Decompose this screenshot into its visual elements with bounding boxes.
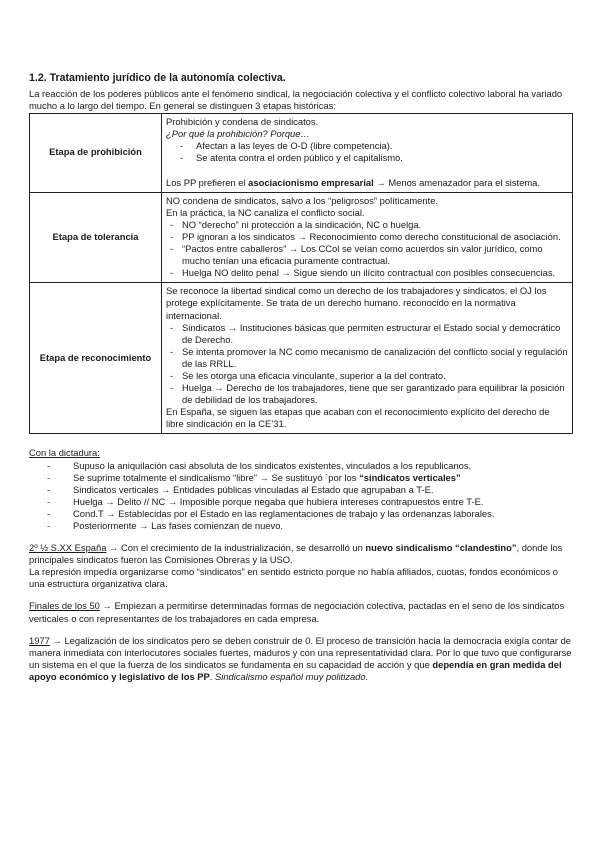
table-row-prohibicion [30,114,573,192]
document-page [29,72,574,683]
content-question: ¿Por qué la prohibición? Porque… [166,128,310,140]
bullet-list [166,140,568,164]
list-item: - Se suprime totalmente el sindicalismo “libre” → Se sustituyó `por los “sindicatos verticales” [29,472,574,484]
bullet-list [166,219,568,279]
list-item: - Se les otorga una eficacia vinculante, superior a la del contrato. [166,370,568,382]
list-item: - Se intenta promover la NC como mecanismo de canalización del conflicto social y regulación de las RRLL. [166,346,568,370]
finales-paragraph: Finales de los 50 → Empiezan a permitirse determinadas formas de negociación colectiva, pactadas en el seno de los sindicatos verticales o con representantes de los trabajadores en cada empresa. [29,600,565,624]
dictadura-heading: Con la dictadura: [29,447,100,459]
list-item: - Huelga → Derecho de los trabajadores, tiene que ser garantizado para equilibrar la posición de debilidad de los trabajadores. [166,382,568,406]
list-item: - Sindicatos → Instituciones básicas que permiten estructurar el Estado social y democrático de Derecho. [166,322,568,346]
content-line: Prohibición y condena de sindicatos. [166,116,319,128]
stage-label: Etapa de reconocimiento [30,283,162,434]
section-title: 1.2. Tratamiento jurídico de la autonomía colectiva. [29,72,286,84]
list-item: - Huelga → Delito // NC → Imposible porque negaba que hubiera intereses contrapuestos entre T-E. [29,496,574,508]
list-item: - Se atenta contra el orden público y el capitalismo. [166,152,568,164]
dictadura-section [29,447,574,532]
stage-content [162,114,573,192]
espana-paragraph: 2º ½ S.XX España → Con el crecimiento de la industrialización, se desarrolló un nuevo sindicalismo “clandestino”, donde los principales sindicatos fueron las Comisiones Obreras y la USO. La represión impedía organizarse como “sindicatos” en sentido estricto porque no había afiliados, cuotas, fondos económicos o una estructura organizativa clara. [29,542,563,590]
stages-table [29,113,573,434]
list-item: - Posteriormente → Las fases comienzan de nuevo. [29,520,574,532]
list-item: - Sindicatos verticales → Entidades públicas vinculadas al Estado que agrupaban a T-E. [29,484,574,496]
list-item: - Afectan a las leyes de O-D (libre competencia). [166,140,568,152]
content-closing: En España, se siguen las etapas que acaban con el reconocimiento explícito del derecho de libre sindicación en la CE’31. [166,406,550,430]
content-line: Se reconoce la libertad sindical como un derecho de los trabajadores y sindicatos, el OJ los protege explícitamente. Se trata de un derecho humano. reconocido en la normativa internacional. [166,285,547,321]
list-item: - “Pactos entre caballeros” → Los CCol se veían como acuerdos sin valor jurídico, como mucho tenían una eficacia puramente contractual. [166,243,568,267]
list-item: - PP ignoran a los sindicatos → Reconocimiento como derecho constitucional de asociación. [166,231,568,243]
table-row-reconocimiento [30,283,573,434]
stage-label: Etapa de tolerancia [30,192,162,283]
table-row-tolerancia [30,192,573,283]
bullet-list [166,322,568,407]
content-closing: Los PP prefieren el asociacionismo empresarial → Menos amenazador para el sistema. [166,176,540,188]
content-line: En la práctica, la NC canaliza el conflicto social. [166,206,365,218]
1977-paragraph: 1977 → Legalización de los sindicatos pero se deben construir de 0. El proceso de transición hacia la democracia exigía contar de manera inmediata con interlocutores sociales fuertes, maduros y con una representatividad clara. Por lo que tuvo que configurarse un sistema en el que la fuerza de los sindicatos se fundamenta en su capacidad de acción y que dependía en gran medida del apoyo económico y legislativo de los PP. Sindicalismo español muy politizado. [29,634,572,682]
content-line: NO condena de sindicatos, salvo a los “peligrosos” políticamente. [166,194,439,206]
list-item: - Cond.T → Establecidas por el Estado en las reglamentaciones de trabajo y las ordenanzas laborales. [29,508,574,520]
stage-content [162,283,573,434]
list-item: - Supuso la aniquilación casi absoluta de los sindicatos existentes, vinculados a los republicanos. [29,460,574,472]
list-item: - Huelga NO delito penal → Sigue siendo un ilícito contractual con posibles consecuencias. [166,267,568,279]
stage-label: Etapa de prohibición [30,114,162,192]
dictadura-list [29,460,574,533]
stage-content [162,192,573,283]
list-item: - NO “derecho” ni protección a la sindicación, NC o huelga. [166,219,568,231]
intro-paragraph: La reacción de los poderes públicos ante el fenómeno sindical, la negociación colectiva y el conflicto colectivo laboral ha variado mucho a lo largo del tiempo. En general se distinguen 3 etapas históricas: [29,88,563,112]
